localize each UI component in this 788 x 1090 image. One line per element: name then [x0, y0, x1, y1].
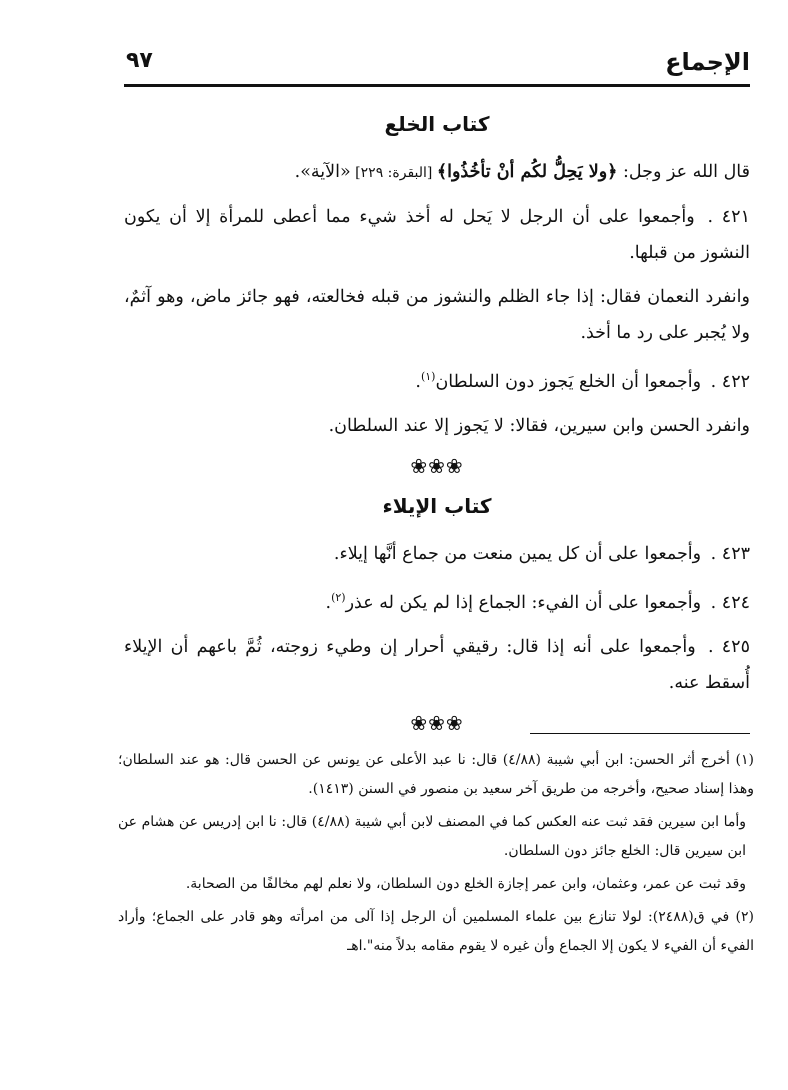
footnote-rule [530, 733, 750, 734]
chapter-title-ila: كتاب الإيلاء [382, 493, 492, 518]
main-text [124, 108, 750, 747]
section-ornament: ❀❀❀ [410, 453, 464, 478]
paragraph-number: ٤٢٣ . [710, 543, 750, 564]
paragraph-text: وأجمعوا على أن كل يمين منعت من جماع أنَّها إيلاء. [333, 543, 702, 564]
paragraph-text: وأجمعوا أن الخلع يَجوز دون السلطان [435, 371, 702, 392]
paragraph-422 [124, 359, 750, 400]
footnote-1-paragraph-2: وأما ابن سيرين فقد ثبت عنه العكس كما في المصنف لابن أبي شيبة (٤/٨٨) قال: نا ابن إدريس عن هشام عن ابن سيرين قال: الخلع جائز دون السلطان. [118, 814, 746, 859]
page-number: ٩٧ [126, 48, 153, 73]
footnote-ref-1[interactable]: (١) [420, 370, 436, 383]
footnotes [118, 746, 754, 965]
paragraph-text: وأجمعوا على أنه إذا قال: رقيقي أحرار إن وطيء زوجته، ثُمَّ باعهم أن الإيلاء أُسقط عنه. [124, 636, 750, 693]
footnote-2 [118, 903, 754, 961]
paragraph-number: ٤٢٤ . [710, 592, 750, 613]
paragraph-421 [124, 199, 750, 271]
footnote-text: في ق(٢٤٨٨): لولا تنازع بين علماء المسلمين أن الرجل إذا آلى من امرأته وهو قادر على الجماع؛ وأراد الفيء أن الفيء لا يكون إلا الجماع وأن غيره لا يقوم مقامه بدلاً منه".اهـ [118, 909, 754, 954]
running-title: الإجماع [665, 48, 750, 76]
intro-tail: «الآية». [294, 162, 351, 182]
paragraph-text: وأجمعوا على أن الرجل لا يَحل له أخذ شيء مما أعطى للمرأة إلا أن يكون النشوز من قبلها. [124, 207, 750, 263]
footnote-1 [118, 746, 754, 804]
paragraph-422-dissent: وانفرد الحسن وابن سيرين، فقالا: لا يَجوز إلا عند السلطان. [328, 415, 750, 436]
footnote-1-paragraph-3: وقد ثبت عن عمر، وعثمان، وابن عمر إجازة الخلع دون السلطان، ولا نعلم لهم مخالفًا من الصحابة. [185, 876, 746, 892]
paragraph-text: وأجمعوا على أن الفيء: الجماع إذا لم يكن له عذر [345, 592, 702, 613]
intro-lead: قال الله عز وجل: [617, 162, 750, 182]
footnote-marker: (١) [735, 752, 755, 768]
paragraph-end: . [325, 592, 332, 613]
section-ornament: ❀❀❀ [410, 710, 464, 735]
paragraph-424 [124, 580, 750, 621]
paragraph-number: ٤٢٢ . [710, 371, 750, 392]
footnote-marker: (٢) [735, 909, 754, 925]
paragraph-number: ٤٢٥ . [707, 636, 750, 657]
paragraph-end: . [415, 371, 421, 392]
intro-verse-paragraph [124, 154, 750, 191]
chapter-title-khul: كتاب الخلع [384, 112, 490, 136]
page-header [124, 46, 750, 86]
paragraph-425 [124, 629, 750, 701]
footnote-text: أخرج أثر الحسن: ابن أبي شيبة (٤/٨٨) قال: نا عبد الأعلى عن يونس عن الحسن قال: هو عند السلطان؛ وهذا إسناد صحيح، وأخرجه من طريق آخر سعيد بن منصور في السنن (١٤١٣). [118, 752, 754, 797]
paragraph-number: ٤٢١ . [707, 207, 750, 227]
paragraph-423 [124, 536, 750, 572]
paragraph-421-dissent: وانفرد النعمان فقال: إذا جاء الظلم والنشوز من قبله فخالعته، فهو جائز ماض، وهو آثمٌ، ولا يُجبر على رد ما أخذ. [124, 287, 750, 343]
footnote-ref-2[interactable]: (٢) [331, 590, 346, 604]
quran-verse: ﴿ولا يَحِلُّ لكُم أنْ تأخُذُوا﴾ [436, 162, 618, 182]
verse-reference: [البقرة: ٢٢٩] [350, 165, 437, 181]
header-rule [124, 84, 750, 87]
